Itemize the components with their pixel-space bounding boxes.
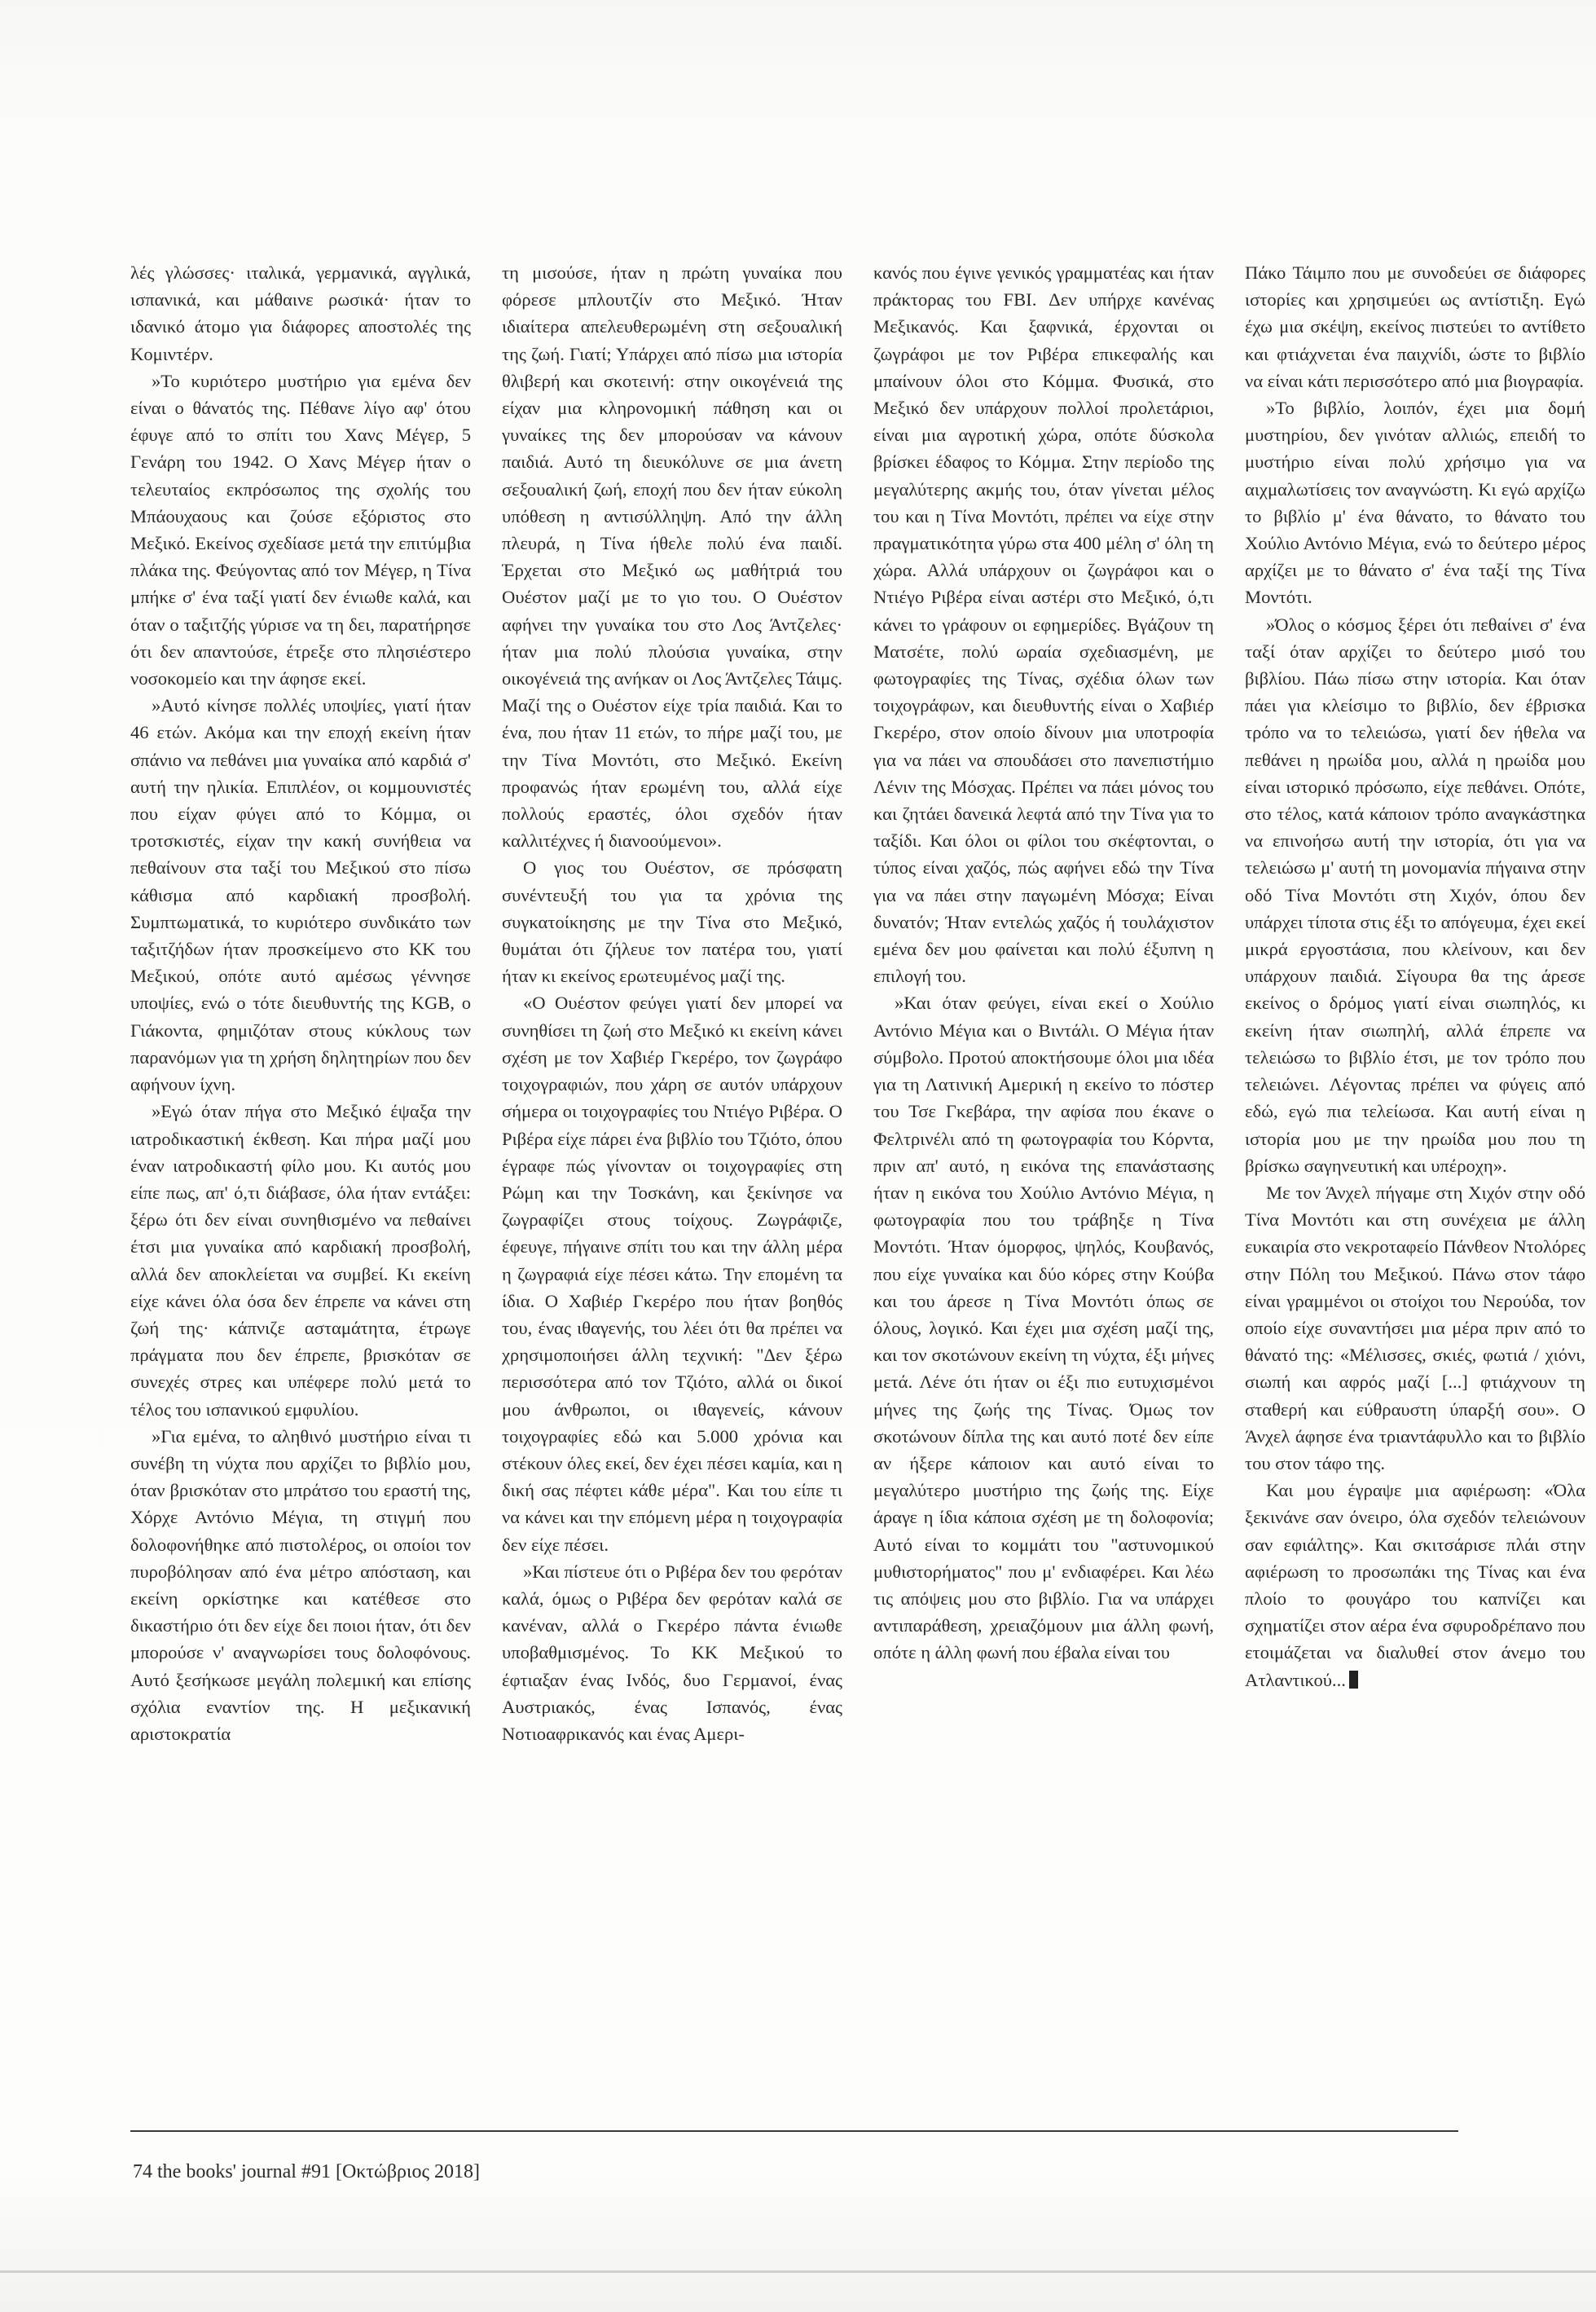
paragraph: »Εγώ όταν πήγα στο Μεξικό έψαξα την ιατροδικαστική έκθεση. Και πήρα μαζί μου έναν ιατροδικαστή φίλο μου. Κι αυτός μου είπε πως, απ' ό,τι διάβασε, όλα ήταν εντάξει: ξέρω ότι δεν είναι συνηθισμένο να πεθαίνει έτσι μια γυναίκα από καρδιακή προσβολή, αλλά δεν αποκλείεται να συμβεί. Κι εκείνη είχε κάνει όλα όσα δεν έπρεπε να κάνει στη ζωή της· κάπνιζε ασταμάτητα, έτρωγε πράγματα που δεν έπρεπε, βρισκόταν σε συνεχές στρες και υπέφερε πολύ μετά το τέλος του ισπανικού εμφυλίου. [130,1101,471,1420]
article-columns [130,259,1593,2091]
footer-rule [130,2130,1458,2132]
paragraph: Με τον Άνχελ πήγαμε στη Χιχόν στην οδό Τίνα Μοντότι και στη συνέχεια με άλλη ευκαιρία στο νεκροταφείο Πάνθεον Ντολόρες στην Πόλη του Μεξικού. Πάνω στον τάφο είναι γραμμένοι οι στοίχοι του Νερούδα, τον οποίο είχε συναντήσει μια μέρα πριν από το θάνατό της: «Μέλισσες, σκιές, φωτιά / χιόνι, σιωπή και αφρός μαζί [...] φτιάχνουν τη σταθερή και εύθραυστη ύπαρξή σου». Ο Άνχελ άφησε ένα τριαντάφυλλο και το βιβλίο του στον τάφο της. [1245,1182,1585,1473]
paragraph: κανός που έγινε γενικός γραμματέας και ήταν πράκτορας του FBI. Δεν υπήρχε κανένας Μεξικανός. Και ξαφνικά, έρχονται οι ζωγράφοι με τον Ριβέρα επικεφαλής και μπαίνουν όλοι στο Κόμμα. Φυσικά, στο Μεξικό δεν υπάρχουν πολλοί προλετάριοι, είναι μια αγροτική χώρα, οπότε δύσκολα βρίσκει έδαφος το Κόμμα. Στην περίοδο της μεγαλύτερης ακμής του, όταν γίνεται μέλος του και η Τίνα Μοντότι, πρέπει να είχε στην πραγματικότητα γύρω στα 400 μέλη σ' όλη τη χώρα. Αλλά υπάρχουν οι ζωγράφοι και ο Ντιέγο Ριβέρα είναι αστέρι στο Μεξικό, ό,τι κάνει το γράφουν οι εφημερίδες. Βγάζουν τη Ματσέτε, πολύ ωραία σχεδιασμένη, με φωτογραφίες της Τίνας, σχέδια όλων των τοιχογράφων, και διευθυντής είναι ο Χαβιέρ Γκερέρο, στον οποίο δίνουν μια υποτροφία για να πάει να σπουδάσει στο πανεπιστήμιο Λένιν της Μόσχας. Πρέπει να πάει μόνος του και ζητάει δανεικά λεφτά από την Τίνα για το ταξίδι. Και όλοι οι φίλοι του σκέφτονται, ο τύπος είναι χαζός, πώς αφήνει εδώ την Τίνα για να πάει στην παγωμένη Μόσχα; Είναι δυνατόν; Ήταν εντελώς χαζός ή τουλάχιστον εμένα δεν μου φαίνεται και πολύ έξυπνη η επιλογή του. [873,262,1214,987]
paragraph: »Για εμένα, το αληθινό μυστήριο είναι τι συνέβη τη νύχτα που αρχίζει το βιβλίο μου, όταν βρισκόταν στο μπράτσο του εραστή της, Χόρχε Αντόνιο Μέγια, τη στιγμή που δολοφονήθηκε από πιστολέρος, οι οποίοι τον πυροβόλησαν από ένα μέτρο απόσταση, και εκείνη ορκίστηκε και κατέθεσε στο δικαστήριο ότι δεν είχε δει ποιοι ήταν, ότι δεν μπορούσε ν' αναγνωρίσει τους δολοφόνους. Αυτό ξεσήκωσε μεγάλη πολεμική και επίσης σχόλια εναντίον της. Η μεξικανική αριστοκρατία [130,1425,471,1744]
last-paragraph [1245,1477,1585,1693]
text-column-3 [873,259,1214,2091]
paragraph: τη μισούσε, ήταν η πρώτη γυναίκα που φόρεσε μπλουτζίν στο Μεξικό. Ήταν ιδιαίτερα απελευθερωμένη στη σεξουαλική της ζωή. Γιατί; Υπάρχει από πίσω μια ιστορία θλιβερή και σκοτεινή: στην οικογένειά της είχαν μια κληρονομική πάθηση και οι γυναίκες της δεν μπορούσαν να κάνουν παιδιά. Αυτό τη διευκόλυνε σε μια άνετη σεξουαλική ζωή, εποχή που δεν ήταν εύκολη υπόθεση η αντισύλληψη. Από την άλλη πλευρά, η Τίνα ήθελε πολύ ένα παιδί. Έρχεται στο Μεξικό ως μαθήτριά του Ουέστον μαζί με το γιο του. Ο Ουέστον αφήνει την γυναίκα του στο Λος Άντζελες· ήταν μια πολύ πλούσια γυναίκα, στην οικογένειά της ανήκαν οι Λος Άντζελες Τάιμς. Μαζί της ο Ουέστον είχε τρία παιδιά. Και το ένα, που ήταν 11 ετών, το πήρε μαζί του, με την Τίνα Μοντότι, στο Μεξικό. Εκείνη προφανώς ήταν ερωμένη του, αλλά είχε πολλούς εραστές, όλοι σχεδόν ήταν καλλιτέχνες ή διανοούμενοι». [502,262,842,852]
text-column-2 [502,259,842,2091]
paragraph: »Το βιβλίο, λοιπόν, έχει μια δομή μυστηρίου, δεν γινόταν αλλιώς, επειδή το μυστήριο είναι πολύ χρήσιμο για να αιχμαλωτίσεις τον αναγνώστη. Κι εγώ αρχίζω το βιβλίο μ' ένα θάνατο, το θάνατο του Χούλιο Αντόνιο Μέγια, ενώ το δεύτερο μέρος αρχίζει με το θάνατο σ' ένα ταξί της Τίνα Μοντότι. [1245,398,1585,608]
paragraph: «Ο Ουέστον φεύγει γιατί δεν μπορεί να συνηθίσει τη ζωή στο Μεξικό κι εκείνη κάνει σχέση με τον Χαβιέρ Γκερέρο, τον ζωγράφο τοιχογραφιών, που χάρη σε αυτόν υπάρχουν σήμερα οι τοιχογραφίες του Ντιέγο Ριβέρα. Ο Ριβέρα είχε πάρει ένα βιβλίο του Τζιότο, όπου έγραφε πώς γίνονταν οι τοιχογραφίες στη Ρώμη και την Τοσκάνη, και ξεκίνησε να ζωγραφίζει στους τοίχους. Ζωγράφιζε, έφευγε, πήγαινε σπίτι του και την άλλη μέρα η ζωγραφιά είχε πέσει κάτω. Την επομένη τα ίδια. Ο Χαβιέρ Γκερέρο που ήταν βοηθός του, ένας ιθαγενής, του λέει ότι θα πρέπει να χρησιμοποιήσει άλλη τεχνική: "Δεν ξέρω περισσότερα από τον Τζιότο, αλλά οι δικοί μου άνθρωποι, οι ιθαγενείς, κάνουν τοιχογραφίες εδώ και 5.000 χρόνια και στέκουν όλες εκεί, δεν έχει πέσει καμία, και η δική σας πέφτει κάθε μέρα". Και του είπε τι να κάνει και την επόμενη μέρα η τοιχογραφία δεν είχε πέσει. [502,993,842,1555]
paragraph: »Το κυριότερο μυστήριο για εμένα δεν είναι ο θάνατός της. Πέθανε λίγο αφ' ότου έφυγε από το σπίτι του Χανς Μέγερ, 5 Γενάρη του 1942. Ο Χανς Μέγερ ήταν ο τελευταίος εκπρόσωπος της σχολής του Μπάουχαους και ζούσε εξόριστος στο Μεξικό. Εκείνος σχεδίασε μετά την επιτύμβια πλάκα της. Φεύγοντας από τον Μέγερ, η Τίνα μπήκε σ' ένα ταξί γιατί δεν ένιωθε καλά, και όταν ο ταξιτζής γύρισε να τη δει, παρατήρησε ότι δεν απαντούσε, έτρεξε στο πλησιέστερο νοσοκομείο και την άφησε εκεί. [130,370,471,689]
paragraph: λές γλώσσες· ιταλικά, γερμανικά, αγγλικά, ισπανικά, και μάθαινε ρωσικά· ήταν το ιδανικό άτομο για διάφορες αποστολές της Κομιντέρν. [130,262,471,364]
paragraph-text: Και μου έγραψε μια αφιέρωση: «Όλα ξεκινάνε σαν όνειρο, όλα σχεδόν τελειώνουν σαν εφιάλτης». Και σκιτσάρισε πλάι στην αφιέρωση το προσωπάκι της Τίνας και ένα πλοίο το φουγάρο του καπνίζει και σχηματίζει στον αέρα ένα σφυροδρέπανο που ετοιμάζεται να διαλυθεί στον άνεμο του Ατλαντικού... [1245,1480,1585,1690]
text-column-4 [1245,259,1585,2091]
paragraph: Ο γιος του Ουέστον, σε πρόσφατη συνέντευξή του για τα χρόνια της συγκατοίκησης με την Τίνα στο Μεξικό, θυμάται ότι ζήλευε τον πατέρα του, γιατί ήταν κι εκείνος ερωτευμένος μαζί της. [502,857,842,987]
paragraph: »Αυτό κίνησε πολλές υποψίες, γιατί ήταν 46 ετών. Ακόμα και την εποχή εκείνη ήταν σπάνιο να πεθάνει μια γυναίκα από καρδιά σ' αυτή την ηλικία. Επιπλέον, οι κομμουνιστές που είχαν φύγει από το Κόμμα, οι τροτσκιστές, είχαν την κακή συνήθεια να πεθαίνουν στα ταξί του Μεξικού στο πίσω κάθισμα από καρδιακή προσβολή. Συμπτωματικά, το κυριότερο συνδικάτο των ταξιτζήδων ήταν προσκείμενο στο ΚΚ του Μεξικού, οπότε αυτό αμέσως γέννησε υποψίες, ενώ ο τότε διευθυντής της KGB, ο Γιάκοντα, φημιζόταν στους κύκλους των παρανόμων για τη χρήση δηλητηρίων που δεν αφήνουν ίχνη. [130,695,471,1095]
text-column-1 [130,259,471,2091]
end-of-article-mark [1349,1671,1358,1689]
paragraph: »Και πίστευε ότι ο Ριβέρα δεν του φερόταν καλά, όμως ο Ριβέρα δεν φερόταν καλά σε κανέναν, αλλά ο Γκερέρο πάντα ένιωθε υποβαθμισμένος. Το ΚΚ Μεξικού το έφτιαξαν ένας Ινδός, δυο Γερμανοί, ένας Αυστριακός, ένας Ισπανός, ένας Νοτιοαφρικανός και ένας Αμερι- [502,1561,842,1744]
paragraph: »Και όταν φεύγει, είναι εκεί ο Χούλιο Αντόνιο Μέγια και ο Βιντάλι. Ο Μέγια ήταν σύμβολο. Προτού αποκτήσουμε όλοι μια ιδέα για τη Λατινική Αμερική η εκείνο το πόστερ του Τσε Γκεβάρα, την αφίσα που έκανε ο Φελτρινέλι από τη φωτογραφία του Κόρντα, πριν απ' αυτό, η εικόνα της επανάστασης ήταν η εικόνα του Χούλιο Αντόνιο Μέγια, η φωτογραφία που του τράβηξε η Τίνα Μοντότι. Ήταν όμορφος, ψηλός, Κουβανός, που είχε γυναίκα και δύο κόρες στην Κούβα και του άρεσε η Τίνα Μοντότι όπως σε όλους, λογικό. Και έχει μια σχέση μαζί της, και τον σκοτώνουν εκείνη τη νύχτα, έξι μήνες μετά. Λένε ότι ήταν οι έξι πιο ευτυχισμένοι μήνες της ζωής της Τίνας. Όμως τον σκοτώνουν δίπλα της και αυτό ποτέ δεν είπε αν ήξερε κάποιον και αυτό είναι το μεγαλύτερο μυστήριο της ζωής της. Είχε άραγε η ίδια κάποια σχέση με τη δολοφονία; Αυτό είναι το κομμάτι του "αστυνομικού μυθιστορήματος" που μ' ενδιαφέρει. Και λέω τις απόψεις μου στο βιβλίο. Για να υπάρχει αντιπαράθεση, χρειαζόμουν μια άλλη φωνή, οπότε η άλλη φωνή που έβαλα είναι του [873,993,1214,1663]
paragraph: Πάκο Τάιμπο που με συνοδεύει σε διάφορες ιστορίες και χρησιμεύει ως αντίστιξη. Εγώ έχω μια σκέψη, εκείνος πιστεύει το αντίθετο και φτιάχνεται ένα παιχνίδι, ώστε το βιβλίο να είναι κάτι περισσότερο από μια βιογραφία. [1245,262,1585,391]
paragraph: »Όλος ο κόσμος ξέρει ότι πεθαίνει σ' ένα ταξί όταν αρχίζει το δεύτερο μισό του βιβλίου. Πάω πίσω στην ιστορία. Και όταν πάει για κλείσιμο το βιβλίο, δεν έβρισκα τρόπο να το τελειώσω, γιατί δεν ήθελα να πεθάνει η ηρωίδα μου, αλλά η ηρωίδα μου είναι ιστορικό πρόσωπο, είχε πεθάνει. Οπότε, στο τέλος, κατά κάποιον τρόπο αναγκάστηκα να επινοήσω αυτή την ιστορία, ότι για να τελειώσω μ' αυτή τη μονομανία πήγαινα στην οδό Τίνα Μοντότι στη Χιχόν, όπου δεν υπάρχει τίποτα στις έξι το απόγευμα, έχει εκεί μικρά εργοστάσια, που κλείνουν, και δεν υπάρχουν παιδιά. Σίγουρα θα της άρεσε εκείνος ο δρόμος γιατί είναι σιωπηλός, κι εκείνη ήταν σιωπηλή, αλλά έπρεπε να τελειώσω το βιβλίο έτσι, με τον τρόπο που τελειώνει. Λέγοντας πρέπει να φύγεις από εδώ, εγώ πια τελείωσα. Και αυτή είναι η ιστορία μου με την ηρωίδα μου που τη βρίσκω σαγηνευτική και υπέροχη». [1245,614,1585,1176]
scan-edge-line [0,2270,1596,2273]
page-footer: 74 the books' journal #91 [Οκτώβριος 2018] [133,2161,480,2182]
